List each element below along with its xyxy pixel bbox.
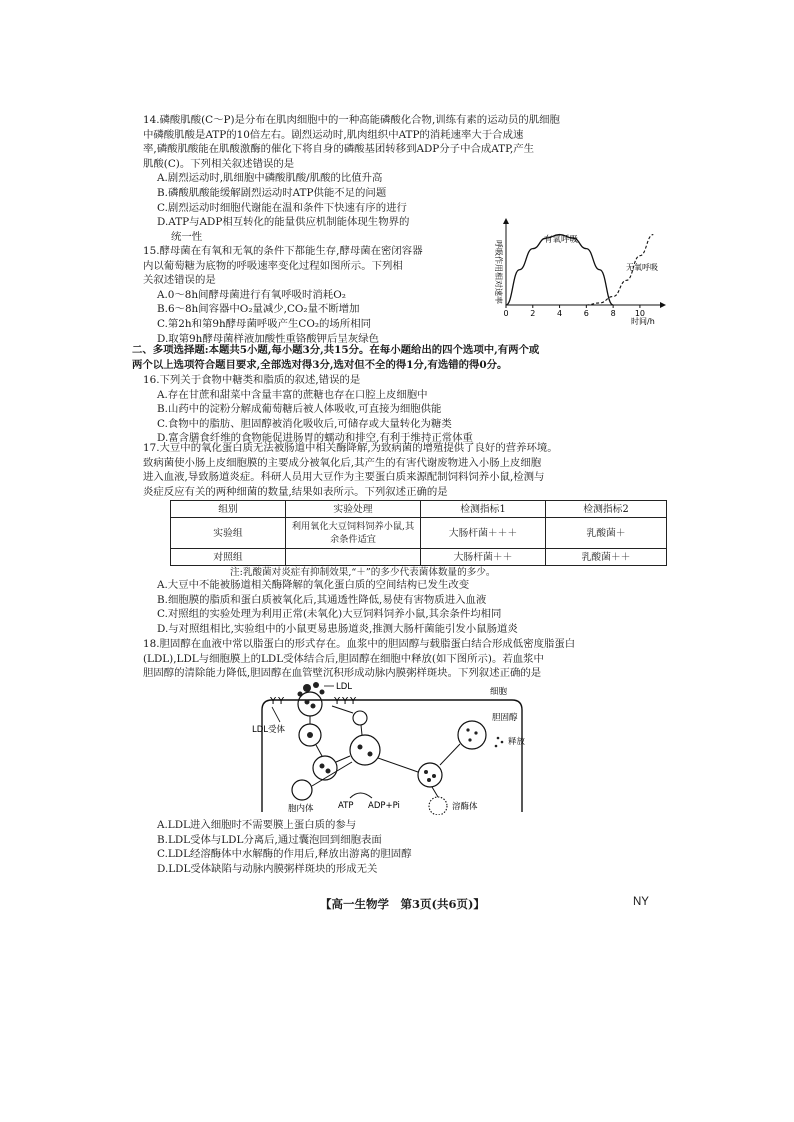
ldl-particle	[303, 684, 311, 692]
q17-stem-line: 进入血液,导致肠道炎症。科研人员用大豆作为主要蛋白质来源配制饲料饲养小鼠,检测与	[143, 471, 545, 484]
late-endosome	[418, 763, 442, 787]
aerobic-series-line	[506, 235, 613, 305]
q17-results-table	[170, 500, 667, 566]
table-cell: 乳酸菌＋	[546, 518, 667, 549]
x-tick-label: 8	[610, 309, 616, 318]
table-header-cell: 检测指标1	[421, 501, 546, 518]
q17-stem-line: 17.大豆中的氧化蛋白质无法被肠道中相关酶降解,为致病菌的增殖提供了良好的营养环境。	[143, 442, 558, 454]
ldl-particle	[320, 690, 325, 695]
q15-option-d: D.取第9h酵母菌样液加酸性重铬酸钾后呈灰绿色	[157, 332, 379, 345]
ldl-particle	[313, 682, 319, 688]
arrow	[440, 744, 460, 765]
x-axis-arrow	[660, 302, 666, 308]
ldl-label: LDL	[336, 682, 353, 692]
page-footer: 【高一生物学 第3页(共6页)】	[320, 897, 485, 911]
table-row	[171, 518, 667, 549]
uncoated-vesicle	[313, 756, 337, 780]
q18-option-b: B.LDL受体与LDL分离后,通过囊泡回到细胞表面	[157, 833, 382, 846]
ldl-particle	[358, 745, 363, 750]
q17-options	[143, 578, 673, 636]
table-row	[171, 549, 667, 566]
table-header-cell: 检测指标2	[546, 501, 667, 518]
table-cell: 利用氧化大豆饲料饲养小鼠,其余条件适宜	[286, 518, 421, 549]
y-axis-arrow	[503, 218, 509, 224]
lysosome	[429, 797, 447, 815]
q18-stem-line: (LDL),LDL与细胞膜上的LDL受体结合后,胆固醇在细胞中释放(如下图所示)。若血浆中	[143, 652, 544, 665]
cell-label: 细胞	[490, 687, 508, 697]
q15-option-b: B.6～8h间容器中O₂量减少,CO₂量不断增加	[157, 303, 360, 316]
question-15	[143, 244, 493, 346]
q18-stem-line: 18.胆固醇在血液中常以脂蛋白的形式存在。血浆中的胆固醇与载脂蛋白结合形成低密度脂蛋白	[143, 638, 576, 650]
ldl-particle	[305, 700, 310, 705]
table-cell: 大肠杆菌＋＋＋	[421, 518, 546, 549]
section-2-heading-line: 二、多项选择题:本题共5小题,每小题3分,共15分。在每小题给出的四个选项中,有两个或	[132, 344, 540, 356]
ldl-uptake-diagram	[250, 680, 540, 815]
q14-option-d: D.ATP与ADP相互转化的能量供应机制能体现生物界的	[157, 216, 410, 229]
q16-option-d: D.富含膳食纤维的食物能促进肠胃的蠕动和排空,有利于维持正常体重	[157, 432, 473, 445]
receptor-label: LDL受体	[252, 725, 286, 735]
arrow	[378, 758, 418, 772]
q14-stem-line: 率,磷酸肌酸能在肌酸激酶的催化下将自身的磷酸基团转移到ADP分子中合成ATP,产生	[143, 143, 535, 156]
question-18	[143, 637, 673, 681]
cholesterol-dot	[474, 731, 477, 734]
lysosome-label: 溶酶体	[452, 802, 478, 812]
question-17	[143, 441, 673, 499]
q17-option-a: A.大豆中不能被肠道相关酶降解的氧化蛋白质的空间结构已发生改变	[157, 579, 470, 591]
q15-stem-line: 内以葡萄糖为底物的呼吸速率变化过程如图所示。下列相	[143, 259, 403, 272]
cholesterol-dot	[468, 738, 471, 741]
receptor-mark: Y	[270, 696, 277, 707]
table-cell: 乳酸菌＋＋	[546, 549, 667, 566]
arrow	[336, 756, 350, 762]
cholesterol-label: 胆固醇	[492, 713, 518, 723]
q18-option-c: C.LDL经溶酶体中水解酶的作用后,释放出游离的胆固醇	[157, 848, 412, 861]
q18-options	[143, 818, 661, 876]
table-cell	[286, 549, 421, 566]
x-tick-label: 4	[557, 309, 563, 318]
chart-xlabel: 时间/h	[631, 317, 655, 326]
q15-stem-line: 关叙述错误的是	[143, 274, 216, 287]
q17-table-note: 注:乳酸菌对炎症有抑制效果,“＋”的多少代表菌体数量的多少。	[230, 567, 496, 578]
arrow	[316, 745, 322, 756]
receptor-mark: Y	[350, 696, 357, 707]
lysosome-merged	[458, 721, 486, 749]
ldl-particle	[311, 704, 316, 709]
table-cell: 大肠杆菌＋＋	[421, 549, 546, 566]
table-header-cell: 实验处理	[286, 501, 421, 518]
recycling-vesicle	[353, 711, 367, 725]
ldl-particle	[427, 778, 431, 782]
released-cholesterol	[501, 741, 504, 744]
receptor-mark: Y	[342, 696, 349, 707]
section-2-heading	[132, 343, 672, 372]
arrow	[361, 725, 362, 735]
ldl-particle	[368, 752, 373, 757]
atp-label: ATP	[338, 801, 354, 811]
q18-option-a: A.LDL进入细胞时不需要膜上蛋白质的参与	[157, 819, 357, 831]
receptor-pointer	[272, 707, 280, 722]
x-tick-label: 0	[503, 309, 509, 318]
q14-stem-line: 肌酸(C)。下列相关叙述错误的是	[143, 157, 295, 170]
receptor-mark: Y	[278, 696, 285, 707]
adp-label: ADP+Pi	[368, 801, 400, 811]
q16-option-b: B.山药中的淀粉分解成葡萄糖后被人体吸收,可直接为细胞供能	[157, 403, 442, 416]
ldl-particle	[424, 770, 428, 774]
q14-stem-line: 中磷酸肌酸是ATP的10倍左右。剧烈运动时,肌肉组织中ATP的消耗速率大于合成速	[143, 128, 524, 141]
q16-option-a: A.存在甘蔗和甜菜中含量丰富的蔗糖也存在口腔上皮细胞中	[157, 388, 428, 401]
table-cell: 对照组	[171, 549, 286, 566]
endosome-label: 胞内体	[288, 804, 314, 814]
q16-option-c: C.食物中的脂肪、胆固醇被消化吸收后,可储存或大量转化为糖类	[157, 417, 452, 430]
arrow	[432, 787, 438, 797]
q16-stem-line: 16.下列关于食物中糖类和脂质的叙述,错误的是	[143, 374, 361, 386]
x-tick-label: 6	[583, 309, 589, 318]
arrow	[312, 762, 352, 786]
q14-stem-line: 14.磷酸肌酸(C～P)是分布在肌肉细胞中的一种高能磷酸化合物,训练有素的运动员的肌细胞	[143, 114, 560, 126]
release-label: 释放	[508, 737, 526, 747]
q18-stem-line: 胆固醇的清除能力降低,胆固醇在血管壁沉积形成动脉内膜粥样斑块。下列叙述正确的是	[143, 667, 542, 680]
ldl-particle	[307, 732, 313, 738]
released-cholesterol	[497, 737, 500, 740]
q17-stem-line: 炎症反应有关的两种细菌的数量,结果如表所示。下列叙述正确的是	[143, 485, 448, 498]
table-header-row	[171, 501, 667, 518]
q14-option-a: A.剧烈运动时,肌细胞中磷酸肌酸/肌酸的比值升高	[157, 172, 383, 185]
ldl-particle	[320, 764, 325, 769]
arrow	[332, 706, 353, 713]
q14-option-d-cont: 统一性	[171, 230, 203, 243]
chart-ylabel: 呼吸作用相对速率	[494, 240, 503, 304]
q14-option-c: C.剧烈运动时细胞代谢能在温和条件下快速有序的进行	[157, 201, 407, 214]
arrow	[350, 793, 372, 798]
x-tick-label: 2	[530, 309, 536, 318]
anaerobic-series-label: 无氧呼吸	[626, 263, 658, 272]
table-header-cell: 组别	[171, 501, 286, 518]
endosome-source	[292, 780, 312, 800]
ldl-particle	[326, 769, 331, 774]
receptor-mark: Y	[334, 696, 341, 707]
aerobic-series-label: 有氧呼吸	[544, 235, 579, 245]
released-cholesterol	[495, 745, 498, 748]
q17-option-d: D.与对照组相比,实验组中的小鼠更易患肠道炎,推测大肠杆菌能引发小鼠肠道炎	[157, 622, 518, 635]
q14-option-b: B.磷酸肌酸能缓解剧烈运动时ATP供能不足的问题	[157, 186, 387, 199]
question-16	[143, 373, 661, 446]
region-code: NY	[633, 896, 649, 908]
q15-option-c: C.第2h和第9h酵母菌呼吸产生CO₂的场所相同	[157, 317, 371, 330]
cholesterol-dot	[466, 728, 469, 731]
q17-option-c: C.对照组的实验处理为利用正常(未氧化)大豆饲料饲养小鼠,其余条件均相同	[157, 608, 502, 621]
q15-option-a: A.0～8h间酵母菌进行有氧呼吸时消耗O₂	[157, 288, 346, 301]
q17-stem-line: 致病菌使小肠上皮细胞膜的主要成分被氧化后,其产生的有害代谢废物进入小肠上皮细胞	[143, 456, 542, 469]
q17-option-b: B.细胞膜的脂质和蛋白质被氧化后,其通透性降低,易使有害物质进入血液	[157, 593, 487, 606]
table-cell: 实验组	[171, 518, 286, 549]
x-tick-label: 10	[634, 309, 646, 318]
respiration-rate-chart	[486, 218, 671, 326]
ldl-particle	[432, 774, 436, 778]
endosome	[350, 735, 380, 765]
q18-option-d: D.LDL受体缺陷与动脉内膜粥样斑块的形成无关	[157, 862, 378, 875]
coated-pit	[298, 692, 322, 716]
q15-stem-line: 15.酵母菌在有氧和无氧的条件下都能生存,酵母菌在密闭容器	[143, 245, 423, 257]
section-2-heading-line: 两个以上选项符合题目要求,全部选对得3分,选对但不全的得1分,有选错的得0分。	[132, 358, 508, 371]
